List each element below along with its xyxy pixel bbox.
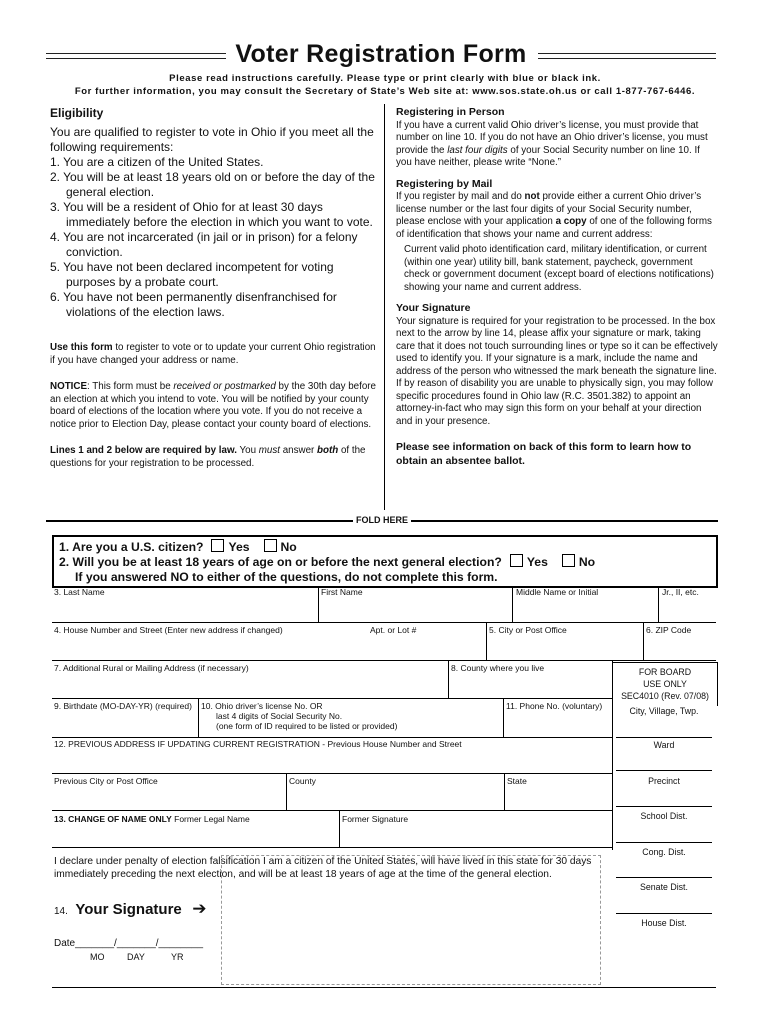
q2-yes-label: Yes [526, 555, 548, 569]
board-precinct-field: Precinct [648, 776, 680, 786]
former-signature-field[interactable]: Former Signature [342, 814, 409, 824]
absentee-text: Please see information on back of this form to learn how to obtain an absentee ballot. [396, 441, 692, 467]
q1-no-checkbox[interactable] [264, 539, 277, 552]
board-ward-field: Ward [653, 740, 675, 750]
city-field[interactable]: 5. City or Post Office [489, 625, 567, 635]
board-title-2: USE ONLY [643, 679, 687, 689]
notice-text: NOTICE: This form must be received or postmarked by the 30th day before an election at which you intend to vote. You will be notified by your county board of elections of the location where you vote. If you do not receive a notice prior to Election Day, please contact your county board of elections. [50, 381, 376, 430]
former-name-field[interactable]: 13. CHANGE OF NAME ONLY Former Legal Name [54, 814, 250, 824]
signature-label-row [54, 899, 206, 919]
eligibility-section [50, 106, 380, 470]
board-cong-field: Cong. Dist. [642, 847, 686, 857]
use-form-text: Use this form to register to vote or to update your current Ohio registration if you have changed your address or name. [50, 342, 376, 366]
first-name-field[interactable]: First Name [321, 587, 363, 597]
county-field[interactable]: 8. County where you live [451, 663, 545, 673]
last-name-field[interactable]: 3. Last Name [54, 587, 105, 597]
by-mail-heading: Registering by Mail [396, 177, 493, 190]
citizenship-questions-box [52, 535, 718, 588]
line-14-number: 14. [54, 906, 68, 917]
eligibility-item: 1. You are a citizen of the United States. [50, 155, 264, 169]
date-month-label: MO [90, 952, 105, 962]
q2-no-label: No [578, 555, 596, 569]
date-day-label: DAY [127, 952, 145, 962]
in-person-text: If you have a current valid Ohio driver’s license, you must provide that number on line 10. If you do not have an Ohio driver’s license, you must provide the last four digits of your Social Security number on line 10. If you have neither, please write “None.” [396, 119, 708, 168]
rural-address-field[interactable]: 7. Additional Rural or Mailing Address (if necessary) [54, 663, 249, 673]
signature-heading: Your Signature [396, 302, 471, 314]
middle-name-field[interactable]: Middle Name or Initial [516, 587, 599, 597]
eligibility-item: 2. You will be at least 18 years old on or before the day of the general election. [50, 170, 375, 199]
q2-yes-checkbox[interactable] [510, 554, 523, 567]
board-use-only-box [612, 662, 718, 706]
zip-field[interactable]: 6. ZIP Code [646, 625, 692, 635]
board-title-1: FOR BOARD [638, 667, 692, 677]
id-forms-list: Current valid photo identification card, military identification, or current (within one year) utility bill, bank statement, paycheck, government check or government document (except board of elections notifications) showing your name and current address. [404, 244, 714, 293]
column-divider [384, 104, 385, 510]
fold-label: FOLD HERE [353, 515, 411, 525]
eligibility-item: 4. You are not incarcerated (in jail or in prison) for a felony conviction. [50, 230, 358, 259]
q1-yes-label: Yes [228, 540, 250, 554]
board-city-field: City, Village, Twp. [629, 706, 699, 716]
board-school-field: School Dist. [640, 811, 688, 821]
phone-field[interactable]: 11. Phone No. (voluntary) [506, 701, 603, 711]
warning-text: If you answered NO to either of the questions, do not complete this form. [75, 570, 498, 584]
eligibility-item: 6. You have not been permanently disenfranchised for violations of the election laws. [50, 290, 337, 319]
q1-yes-checkbox[interactable] [211, 539, 224, 552]
q1-no-label: No [280, 540, 297, 554]
previous-state-field[interactable]: State [507, 776, 527, 786]
date-field[interactable]: Date_______/_______/________ [54, 938, 204, 949]
signature-label: Your Signature [75, 901, 182, 918]
form-header [46, 40, 716, 70]
declaration-text: I declare under penalty of election falsification I am a citizen of the United States, will have lived in this state for 30 days immediately preceding the next election, and will be at least 18 years of age at the time of the general election. [54, 856, 592, 880]
eligibility-item: 3. You will be a resident of Ohio for at least 30 days immediately before the election in which you want to vote. [50, 200, 373, 229]
eligibility-heading: Eligibility [50, 106, 104, 120]
required-lines-text: Lines 1 and 2 below are required by law. You must answer both of the questions for your registration to be processed. [50, 445, 366, 469]
question-1: 1. Are you a U.S. citizen? [59, 540, 204, 554]
q2-no-checkbox[interactable] [562, 554, 575, 567]
instructions-line-1: Please read instructions carefully. Please type or print clearly with blue or black ink. [169, 73, 601, 84]
signature-text: Your signature is required for your registration to be processed. In the box next to the arrow by line 14, please affix your signature or mark, taking care that it does not touch surrounding lines or type so it can be effectively used to identify you. If your signature is a mark, include the name and address of the person who witnessed the mark beneath the signature line. If by reason of disability you are unable to physically sign, you may follow specific procedures found in Ohio law (R.C. 3501.382) to appoint an attorney-in-fact who may sign this form on your behalf at your direction and in your presence. [396, 315, 718, 427]
eligibility-item: 5. You have not been declared incompetent for voting purposes by a probate court. [50, 260, 334, 289]
apt-field[interactable]: Apt. or Lot # [370, 625, 417, 635]
signature-box[interactable] [221, 855, 601, 985]
instructions-section [396, 106, 718, 476]
license-field-note-1: last 4 digits of Social Security No. [216, 711, 343, 721]
license-field[interactable]: 10. Ohio driver’s license No. OR [201, 701, 323, 711]
board-senate-field: Senate Dist. [640, 882, 688, 892]
street-address-field[interactable]: 4. House Number and Street (Enter new address if changed) [54, 625, 283, 635]
board-house-field: House Dist. [641, 918, 687, 928]
by-mail-text: If you register by mail and do not provide either a current Ohio driver’s license number or the last four digits of your Social Security number, please enclose with your application a copy of one of the following forms of identification that shows your name and current address: [396, 191, 712, 240]
board-form-number: SEC4010 (Rev. 07/08) [621, 691, 709, 701]
eligibility-intro: You are qualified to register to vote in Ohio if you meet all the following requirements: [50, 125, 374, 154]
date-year-label: YR [171, 952, 184, 962]
previous-county-field[interactable]: County [289, 776, 316, 786]
instructions-line-2: For further information, you may consult the Secretary of State’s Web site at: www.sos.state.oh.us or call 1-877-767-6446. [74, 86, 696, 97]
fold-line [46, 516, 718, 526]
previous-address-field[interactable]: 12. PREVIOUS ADDRESS IF UPDATING CURRENT REGISTRATION - Previous House Number and Street [54, 739, 462, 749]
birthdate-field[interactable]: 9. Birthdate (MO-DAY-YR) (required) [54, 701, 192, 711]
suffix-field[interactable]: Jr., II, etc. [662, 587, 699, 597]
question-2: 2. Will you be at least 18 years of age on or before the next general election? [59, 555, 502, 569]
previous-city-field[interactable]: Previous City or Post Office [54, 776, 158, 786]
eligibility-list [50, 155, 380, 320]
arrow-right-icon: ➔ [192, 899, 207, 918]
form-title: Voter Registration Form [231, 40, 530, 68]
license-field-note-2: (one form of ID required to be listed or provided) [216, 721, 398, 731]
in-person-heading: Registering in Person [396, 106, 505, 118]
